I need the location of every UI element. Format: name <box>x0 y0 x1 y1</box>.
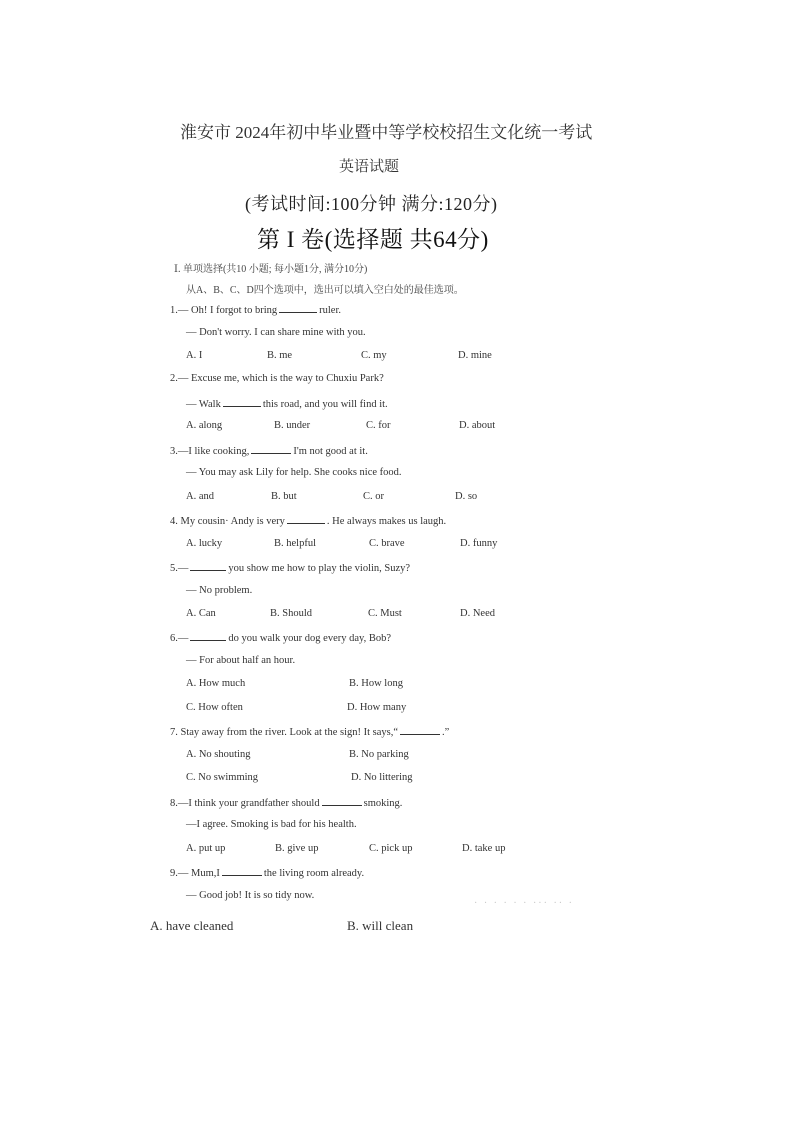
option-c: C. for <box>366 420 391 431</box>
question-text: 5.— <box>170 563 189 574</box>
faint-footer-text: · · · · · · ··· ·· · <box>474 898 574 909</box>
part-title: 第 I 卷(选择题 共64分) <box>257 227 489 252</box>
question-text: 7. Stay away from the river. Look at the sign! It says,“ <box>170 727 399 738</box>
question-7 <box>170 725 449 738</box>
subject-title: 英语试题 <box>339 159 400 175</box>
option-c: C. No swimming <box>186 772 259 783</box>
exam-info: (考试时间:100分钟 满分:120分) <box>245 194 498 214</box>
option-b: B. under <box>274 420 311 431</box>
question-3-reply: — You may ask Lily for help. She cooks nice food. <box>186 467 402 478</box>
question-text: you show me how to play the violin, Suzy? <box>228 563 411 574</box>
option-c: C. pick up <box>369 843 413 854</box>
question-text: 9.— Mum,I <box>170 868 220 879</box>
section-instruction: 从A、B、C、D四个选项中，选出可以填入空白处的最佳选项。 <box>186 285 464 296</box>
option-a: A. Can <box>186 608 216 619</box>
option-c: C. brave <box>369 538 405 549</box>
answer-blank <box>190 561 226 571</box>
question-1-reply: — Don't worry. I can share mine with you. <box>186 327 366 338</box>
answer-blank <box>287 514 325 524</box>
question-text: 6.— <box>170 633 189 644</box>
question-5-reply: — No problem. <box>186 585 253 596</box>
option-a: A. and <box>186 491 214 502</box>
question-9-reply: — Good job! It is so tidy now. <box>186 890 315 901</box>
option-d: D. funny <box>460 538 498 549</box>
option-d: D. Need <box>460 608 495 619</box>
option-c: C. Must <box>368 608 402 619</box>
question-text: smoking. <box>363 798 403 809</box>
option-a: A. lucky <box>186 538 223 549</box>
option-c: C. How often <box>186 702 243 713</box>
question-text: — Walk <box>186 399 221 410</box>
answer-blank <box>322 796 362 806</box>
option-b: B. but <box>271 491 297 502</box>
question-text: do you walk your dog every day, Bob? <box>228 633 391 644</box>
option-a: A. How much <box>186 678 246 689</box>
section-heading: Ⅰ. 单项选择(共10 小题; 每小题1分, 满分10分) <box>174 264 368 275</box>
option-d: D. No littering <box>351 772 413 783</box>
question-5 <box>170 561 410 574</box>
question-text: ruler. <box>319 305 342 316</box>
question-3 <box>170 444 368 457</box>
question-text: .” <box>442 727 450 738</box>
question-6-reply: — For about half an hour. <box>186 655 296 666</box>
option-b: B. No parking <box>349 749 409 760</box>
question-9 <box>170 866 364 879</box>
option-c: C. my <box>361 350 387 361</box>
question-text: this road, and you will find it. <box>262 399 388 410</box>
question-text: the living room already. <box>263 868 365 879</box>
question-2-reply <box>186 397 388 410</box>
option-a: A. have cleaned <box>150 918 234 933</box>
option-b: B. Should <box>270 608 313 619</box>
option-b: B. helpful <box>274 538 316 549</box>
option-d: D. mine <box>458 350 492 361</box>
answer-blank <box>251 444 291 454</box>
option-d: D. take up <box>462 843 506 854</box>
option-c: C. or <box>363 491 384 502</box>
question-8 <box>170 796 402 809</box>
answer-blank <box>222 866 262 876</box>
option-d: D. so <box>455 491 478 502</box>
question-2: 2.— Excuse me, which is the way to Chuxiu Park? <box>170 373 384 384</box>
question-text: 3.—I like cooking, <box>170 446 250 457</box>
option-b: B. me <box>267 350 293 361</box>
answer-blank <box>190 631 226 641</box>
question-8-reply: —I agree. Smoking is bad for his health. <box>186 819 357 830</box>
option-a: A. along <box>186 420 223 431</box>
option-b: B. How long <box>349 678 403 689</box>
option-a: A. No shouting <box>186 749 251 760</box>
question-text: 1.— Oh! I forgot to bring <box>170 305 278 316</box>
answer-blank <box>400 725 440 735</box>
answer-blank <box>223 397 261 407</box>
option-a: A. I <box>186 350 203 361</box>
question-6 <box>170 631 391 644</box>
option-b: B. will clean <box>347 918 414 933</box>
option-d: D. about <box>459 420 496 431</box>
question-text: . He always makes us laugh. <box>326 516 447 527</box>
answer-blank <box>279 303 317 313</box>
question-4 <box>170 514 446 527</box>
question-text: I'm not good at it. <box>293 446 368 457</box>
option-d: D. How many <box>347 702 407 713</box>
exam-title: 淮安市 2024年初中毕业暨中等学校校招生文化统一考试 <box>180 123 593 142</box>
question-text: 8.—I think your grandfather should <box>170 798 320 809</box>
option-a: A. put up <box>186 843 226 854</box>
question-text: 4. My cousin· Andy is very <box>170 516 285 527</box>
question-1 <box>170 303 341 316</box>
option-b: B. give up <box>275 843 319 854</box>
